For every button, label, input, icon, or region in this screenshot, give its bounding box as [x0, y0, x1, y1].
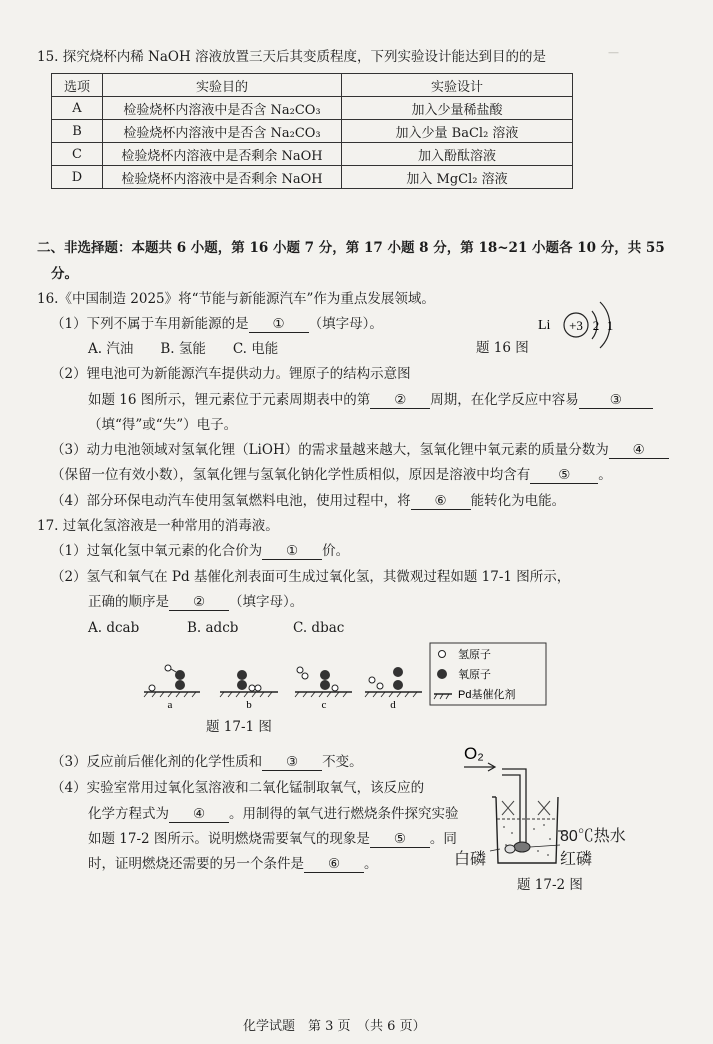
q15-table [51, 73, 573, 189]
bleed-through-text: — [608, 46, 619, 59]
q16-part4-tail: 能转化为电能。 [470, 493, 566, 509]
figure-caption: 题 16 图 [476, 340, 529, 356]
table-cell: 检验烧杯内溶液中是否含 Na₂CO₃ [103, 97, 342, 120]
table-cell: 检验烧杯内溶液中是否剩余 NaOH [103, 143, 342, 166]
table-row [52, 97, 573, 120]
white-phosphorus [505, 845, 515, 853]
figure-caption: 题 17-2 图 [517, 877, 583, 893]
q17-option-b: B. adcb [187, 620, 239, 636]
answer-blank[interactable]: ③ [262, 754, 322, 771]
q17-part4d-text: 时，证明燃烧还需要的另一个条件是 [88, 856, 304, 872]
answer-blank[interactable]: ⑤ [530, 467, 598, 484]
answer-blank[interactable]: ⑤ [370, 831, 430, 848]
q17-stem: 17. 过氧化氢溶液是一种常用的消毒液。 [37, 518, 279, 534]
q16-part4 [51, 489, 565, 510]
stage-c [295, 667, 352, 697]
q17-option-c: C. dbac [293, 620, 345, 636]
delivery-tube [502, 769, 526, 847]
q17-part4d-tail: 。 [364, 856, 378, 872]
q17-part4a: （4）实验室常用过氧化氢溶液和二氧化锰制取氧气，该反应的 [51, 780, 425, 796]
table-cell: 加入酚酞溶液 [342, 143, 573, 166]
white-phosphorus-label: 白磷 [454, 851, 487, 868]
table-cell: B [52, 120, 103, 143]
answer-blank[interactable]: ④ [609, 442, 669, 459]
section-heading: 二、非选择题：本题共 6 小题，第 16 小题 7 分，第 17 小题 8 分，第 18~21 小题各 10 分，共 55 [37, 240, 665, 256]
table-cell: 加入少量稀盐酸 [342, 97, 573, 120]
shell-1-electrons: 2 [592, 318, 600, 333]
table-header: 选项 [52, 74, 103, 97]
answer-blank[interactable]: ② [370, 392, 430, 409]
q17-part4b [88, 802, 459, 823]
q16-part4-text: （4）部分环保电动汽车使用氢氧燃料电池，使用过程中，将 [51, 493, 411, 509]
answer-blank[interactable]: ⑥ [411, 493, 471, 510]
q16-part2b-mid: 周期，在化学反应中容易 [430, 392, 579, 408]
q16-part1 [51, 312, 383, 333]
q17-part4b-text: 化学方程式为 [88, 806, 169, 822]
q17-part4b-tail: 。用制得的氧气进行燃烧条件探究实验 [229, 806, 459, 822]
q16-part2b [88, 388, 653, 409]
table-cell: D [52, 166, 103, 189]
table-row [52, 166, 573, 189]
q16-part3a [51, 438, 669, 459]
stage-label: a [167, 699, 173, 711]
page-footer: 化学试题 第 3 页 （共 6 页） [243, 1019, 426, 1034]
answer-blank[interactable]: ① [262, 543, 322, 560]
answer-blank[interactable]: ② [169, 594, 229, 611]
q17-part2b [88, 590, 303, 611]
q17-part1-tail: 价。 [322, 543, 350, 559]
table-row [52, 120, 573, 143]
stage-label: d [390, 699, 396, 711]
answer-blank[interactable]: ③ [579, 392, 653, 409]
q17-part2b-tail: （填字母）。 [229, 594, 304, 610]
table-header-row [52, 74, 573, 97]
q16-part1-text: （1）下列不属于车用新能源的是 [51, 316, 249, 332]
q16-part3b-text: （保留一位有效小数），氢氧化锂与氢氧化钠化学性质相似，原因是溶液中均含有 [51, 467, 531, 483]
table-cell: 加入 MgCl₂ 溶液 [342, 166, 573, 189]
q17-part3 [51, 750, 363, 771]
table-cell: A [52, 97, 103, 120]
stage-label: b [246, 699, 252, 711]
q16-stem: 16.《中国制造 2025》将“节能与新能源汽车”作为重点发展领域。 [37, 291, 435, 307]
legend-label: Pd基催化剂 [458, 689, 516, 701]
stage-label: c [321, 699, 327, 711]
q16-part2c: （填“得”或“失”）电子。 [88, 417, 238, 433]
table-cell: C [52, 143, 103, 166]
red-phosphorus-label: 红磷 [560, 851, 593, 868]
q17-part4c [88, 827, 457, 848]
answer-blank[interactable]: ⑥ [304, 856, 364, 873]
table-row [52, 143, 573, 166]
q17-part3-tail: 不变。 [322, 754, 363, 770]
q16-part3b-tail: 。 [598, 467, 612, 483]
table-header: 实验目的 [103, 74, 342, 97]
q17-part2b-text: 正确的顺序是 [88, 594, 169, 610]
table-header: 实验设计 [342, 74, 573, 97]
catalysis-process-diagram [140, 642, 560, 714]
q17-part3-text: （3）反应前后催化剂的化学性质和 [51, 754, 263, 770]
element-symbol: Li [538, 318, 551, 333]
table-cell: 检验烧杯内溶液中是否含 Na₂CO₃ [103, 120, 342, 143]
q17-option-a: A. dcab [88, 620, 140, 636]
q17-part4d [88, 852, 378, 873]
section-heading-cont: 分。 [51, 266, 78, 282]
q17-part4c-text: 如题 17-2 图所示。说明燃烧需要氧气的现象是 [88, 831, 370, 847]
answer-blank[interactable]: ① [249, 316, 309, 333]
shell-2-electrons: 1 [606, 318, 614, 333]
answer-blank[interactable]: ④ [169, 806, 229, 823]
stage-a [144, 665, 200, 697]
nucleus-charge: +3 [569, 318, 583, 333]
q16-part2a: （2）锂电池可为新能源汽车提供动力。锂原子的结构示意图 [51, 366, 411, 382]
q16-part2b-text: 如题 16 图所示，锂元素位于元素周期表中的第 [88, 392, 371, 408]
q15-title: 15. 探究烧杯内稀 NaOH 溶液放置三天后其变质程度，下列实验设计能达到目的的是 [37, 49, 547, 65]
hot-water-label: 80℃热水 [560, 828, 626, 845]
table-cell: 加入少量 BaCl₂ 溶液 [342, 120, 573, 143]
legend-label: 氧原子 [458, 669, 491, 681]
table-cell: 检验烧杯内溶液中是否剩余 NaOH [103, 166, 342, 189]
q16-part3b [51, 463, 612, 484]
q17-part4c-tail: 。同 [429, 831, 457, 847]
hydrogen-atom-icon [439, 651, 446, 658]
beaker [496, 797, 558, 863]
q17-part1-text: （1）过氧化氢中氧元素的化合价为 [51, 543, 263, 559]
q16-options: A. 汽油 B. 氢能 C. 电能 [88, 341, 279, 357]
legend-label: 氢原子 [458, 649, 491, 661]
q17-part1 [51, 539, 349, 560]
oxygen-label: O₂ [464, 744, 484, 763]
q17-part2a: （2）氢气和氧气在 Pd 基催化剂表面可生成过氧化氢，其微观过程如题 17-1 图所示， [51, 569, 571, 585]
figure-caption: 题 17-1 图 [206, 719, 272, 735]
lithium-atom-diagram [530, 282, 650, 372]
red-phosphorus [514, 842, 530, 852]
stage-d [365, 667, 422, 697]
q16-part1-tail: （填字母）。 [308, 316, 383, 332]
stage-b [220, 670, 278, 697]
q16-part3a-text: （3）动力电池领域对氢氧化锂（LiOH）的需求量越来越大，氢氧化锂中氧元素的质量分数为 [51, 442, 609, 458]
oxygen-atom-icon [437, 669, 447, 679]
